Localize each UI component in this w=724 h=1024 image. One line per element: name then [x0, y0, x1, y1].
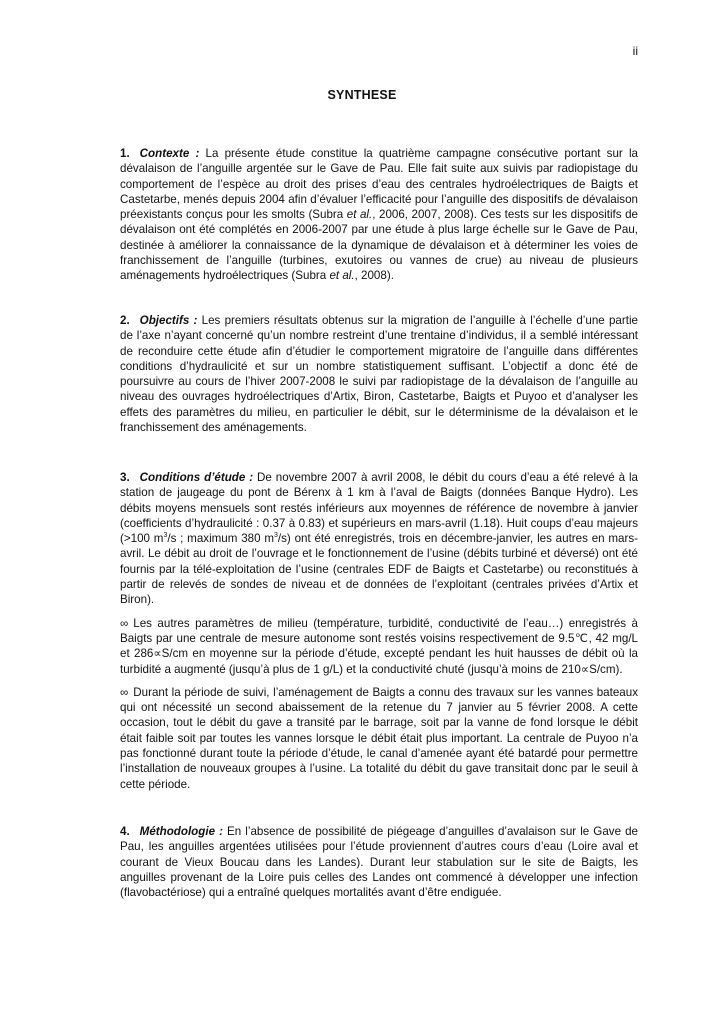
bullet-icon: ∞ [120, 685, 129, 699]
section-label: Méthodologie : [139, 825, 223, 838]
section-text-end: , 2008). [354, 269, 394, 283]
section-number: 2. [120, 314, 130, 327]
citation-et-al: et al. [329, 269, 355, 283]
section-label: Objectifs : [139, 314, 198, 327]
section-conditions [120, 470, 638, 792]
section-number: 3. [120, 471, 130, 484]
section-text: En l’absence de possibilité de piégeage d’anguilles d’avalaison sur le Gave de Pau, les anguilles argentées utilisées pour l’étude proviennent d’autres cours d’eau (Loire aval et courant de Vieux Boucau dans les Landes). Durant leur stabulation sur le site de Baigts, les anguilles provenant de la Loire puis celles des Landes ont commencé à développer une infection (flavobactériose) qui a entraîné quelques mortalités avant d’être endiguée. [120, 825, 638, 900]
bullet-paragraph [120, 685, 638, 792]
section-text: De novembre 2007 à avril 2008, le débit du cours d’eau a été relevé à la station de jaugeage du pont de Bérenx à 1 km à l’aval de Baigts (données Banque Hydro). Les débits moyens mensuels sont restés inférieurs aux moyennes de référence de novembre à janvier (coefficients d’hydraulicité : 0.37 à 0.83) et supérieurs en mars-avril (1.18). Huit coups d’eau majeurs (>100 m [120, 471, 639, 546]
section-paragraph [120, 146, 638, 284]
section-number: 1. [120, 147, 130, 160]
bullet-text: Les autres paramètres de milieu (température, turbidité, conductivité de l’eau…) enregistrés à Baigts par une centrale de mesure autonome sont restés voisins respectivement de 9.5℃, 42 mg/L et 286∝S/cm en moyenne sur la période d’étude, excepté pendant les huit hausses de débit où la turbidité a augmenté (jusqu’à plus de 1 g/L) et la conductivité chuté (jusqu’à moins de 210∝S/cm). [120, 616, 638, 676]
bullet-paragraph [120, 616, 638, 677]
section-paragraph [120, 824, 638, 900]
section-heading [120, 825, 223, 838]
section-label: Conditions d’étude : [139, 471, 254, 484]
section-text: Les premiers résultats obtenus sur la migration de l’anguille à l’échelle d’une partie de l’axe n’ayant concerné qu’un nombre restreint d’une trentaine d’individus, il a semblé intéressant de reconduire cette étude afin d’étudier le comportement migratoire de l’anguille dans différentes conditions d’hydraulicité et sur un nombre statistiquement suffisant. L’objectif a donc été de poursuivre au cours de l’hiver 2007-2008 le suivi par radiopistage de la dévalaison de l’anguille au niveau des ouvrages hydroélectriques d’Artix, Biron, Castetarbe, Baigts et Puyoo et d’analyser les effets des paramètres du milieu, en particulier le débit, sur le déterminisme de la dévalaison et le franchissement des aménagements. [120, 314, 638, 435]
bullet-icon: ∞ [120, 616, 129, 630]
section-number: 4. [120, 825, 130, 838]
page-number: ii [632, 44, 638, 58]
section-text: La présente étude constitue la quatrième campagne consécutive portant sur la dévalaison de l’anguille argentée sur le Gave de Pau. Elle fait suite aux suivis par radiopistage du comportement de l’espèce au droit des prises d’eau des centrales hydroélectriques de Baigts et Castetarbe, menés depuis 2004 afin d’évaluer l’efficacité pour l’anguille des dispositifs de dévalaison préexistants conçus pour les smolts (Subra [120, 147, 638, 222]
section-label: Contexte : [139, 147, 200, 160]
section-heading [120, 147, 199, 160]
section-text-continued: , 2006, 2007, 2008). Ces tests sur les dispositifs de dévalaison ont été complétés en 2006-2007 par une étude à plus large échelle sur le Gave de Pau, destinée à améliorer la connaissance de la dynamique de dévalaison et à déterminer les voies de franchissement de l’anguille (turbines, exutoires ou vannes de crue) au niveau de plusieurs aménagements hydroélectriques (Subra [120, 208, 639, 283]
section-text-end: /s) ont été enregistrés, trois en décembre-janvier, les autres en mars-avril. Le débit au droit de l’ouvrage et le fonctionnement de l’usine (débits turbiné et déversé) ont été fournis par la télé-exploitation de l’usine (centrales EDF de Baigts et Castetarbe) ou reconstitués à partir de relevés de sondes de niveau et de données de l’exploitant (centrales privées d’Artix et Biron). [120, 532, 639, 607]
section-paragraph [120, 470, 638, 608]
section-heading [120, 471, 253, 484]
bullet-text: Durant la période de suivi, l’aménagement de Baigts a connu des travaux sur les vannes bateaux qui ont nécessité un second abaissement de la retenue du 7 janvier au 5 février 2008. A cette occasion, tout le débit du gave a transité par le barrage, soit par la vanne de fond lorsque le débit était faible soit par toutes les vannes lorsque le débit était plus important. La centrale de Puyoo n’a pas fonctionné durant toute la période d’étude, le canal d’amenée ayant été batardé pour permettre l’installation de nouveaux groupes à l’usine. La totalité du débit du gave transitait donc par le seuil à cette période. [120, 685, 638, 791]
page-title: SYNTHESE [327, 88, 397, 102]
section-objectifs [120, 313, 638, 435]
section-text-continued: /s ; maximum 380 m [167, 532, 274, 546]
superscript: 3 [163, 532, 168, 540]
section-paragraph [120, 313, 638, 435]
superscript: 3 [274, 532, 278, 540]
section-methodologie [120, 824, 638, 900]
section-heading [120, 314, 197, 327]
section-contexte [120, 146, 638, 284]
citation-et-al: et al. [346, 208, 373, 222]
